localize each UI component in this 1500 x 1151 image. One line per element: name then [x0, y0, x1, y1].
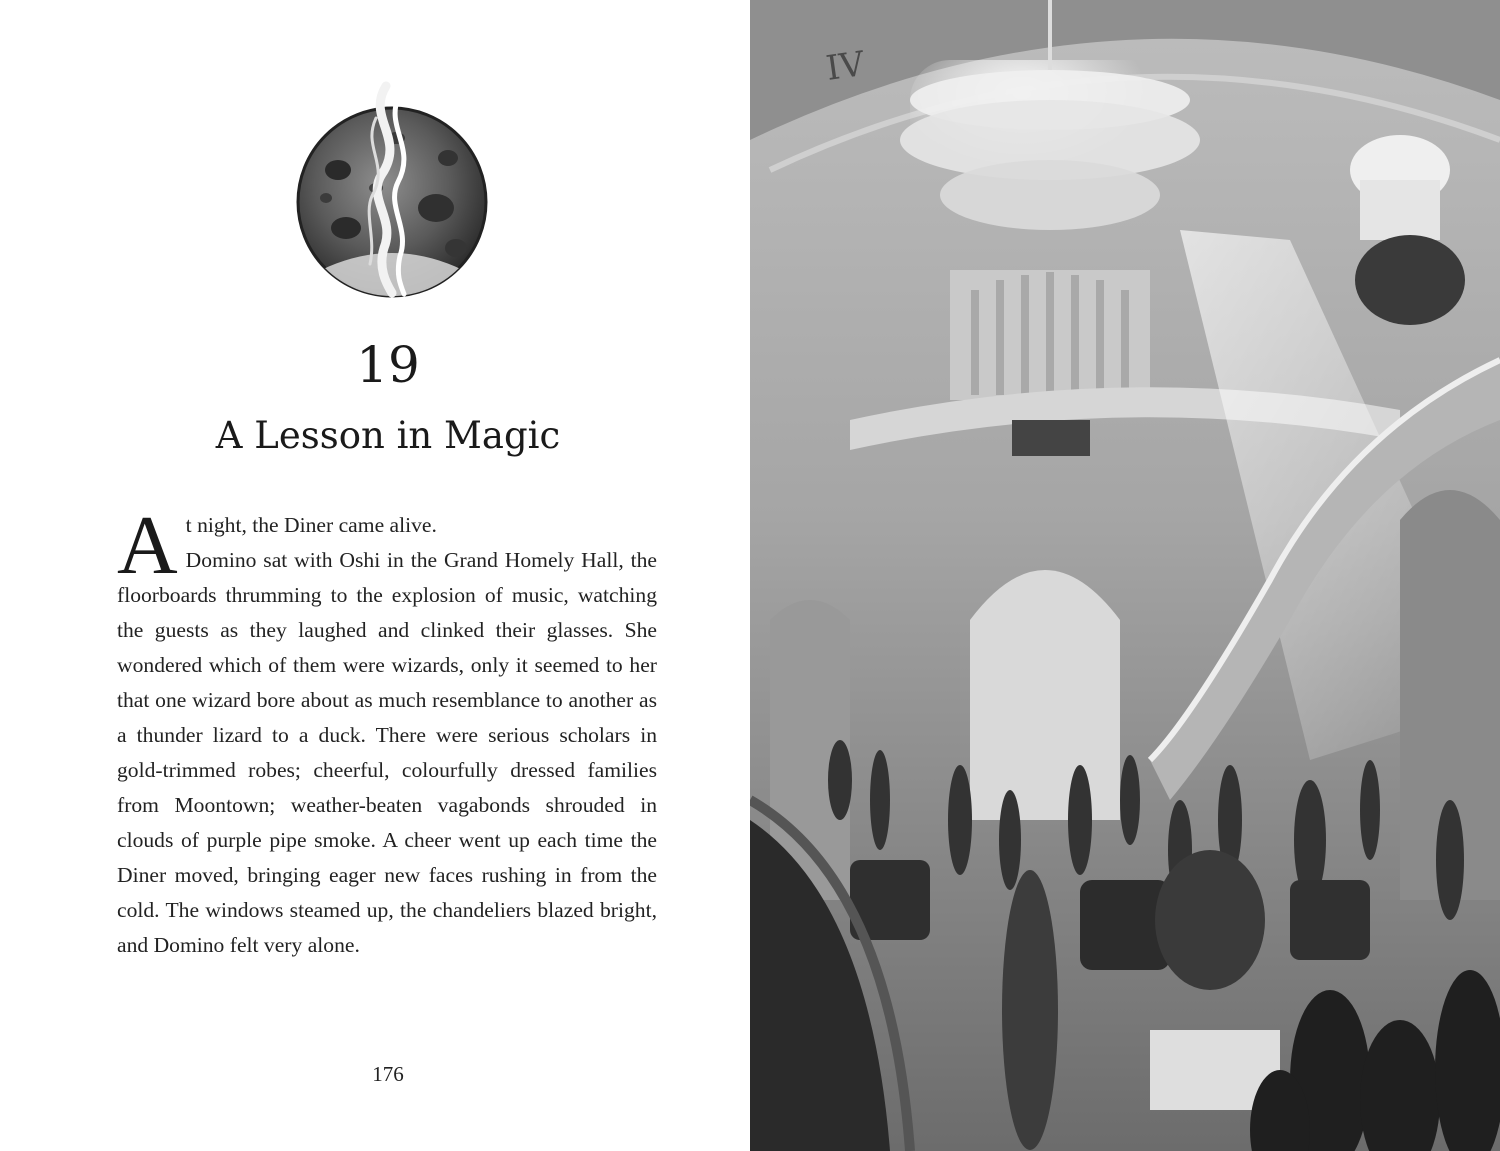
paragraph-text: Domino sat with Oshi in the Grand Homely Hall, the floorboards thrumming to the explosion of music, watching the guests as they laughed and clinked their glasses. She wondered which of them were wizards, only it seemed to her that one wizard bore about as much resemblance to another as a thunder lizard to a duck. There were serious scholars in gold-trimmed robes; cheerful, colourfully dressed families from Moontown; weather-beaten vagabonds shrouded in clouds of purple pipe smoke. A cheer went up each time the Diner moved, bringing eager new faces rushing in from the cold. The windows steamed up, the chandeliers blazed bright, and Domino felt very alone. [117, 548, 657, 957]
paragraph [117, 499, 657, 963]
grand-hall-illustration-icon [750, 0, 1500, 1151]
chapter-number: 19 [356, 336, 420, 394]
moon-flame-emblem-icon [286, 78, 498, 300]
page-number: 176 [372, 1062, 404, 1086]
chapter-body-text [117, 499, 657, 963]
first-line: t night, the Diner came alive. [185, 513, 437, 537]
drop-cap: A [117, 499, 178, 592]
chapter-title: A Lesson in Magic [215, 414, 561, 457]
grand-hall-illustration [750, 0, 1500, 1151]
clock-numeral: IV [823, 44, 867, 89]
